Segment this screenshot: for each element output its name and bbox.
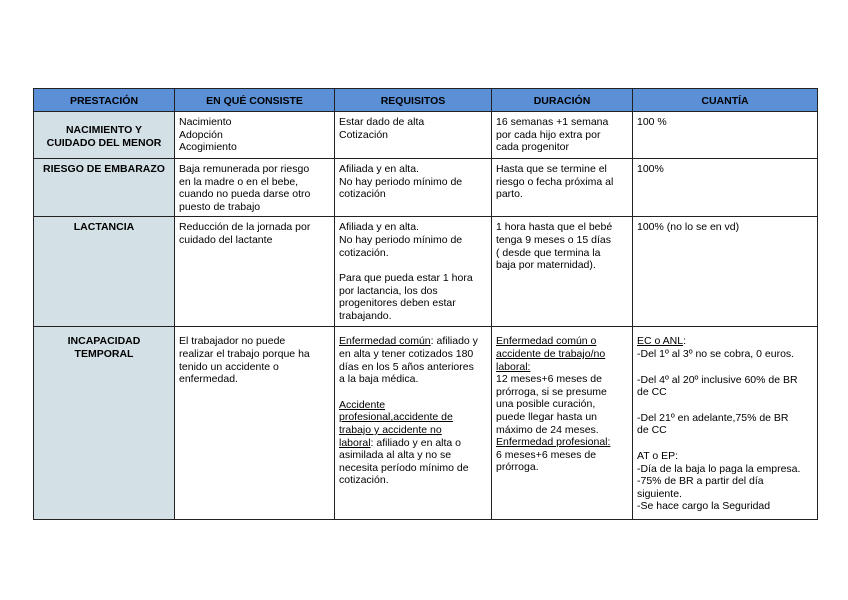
- text-line: necesita período mínimo de: [339, 461, 469, 474]
- text-line: en la madre o en el bebe,: [179, 175, 299, 188]
- text-line: baja por maternidad).: [496, 259, 596, 272]
- text-line: cuidado del lactante: [179, 233, 273, 246]
- text-line: parto.: [496, 188, 523, 201]
- text-line: tenido un accidente o: [179, 360, 279, 373]
- underlined-label: Enfermedad común: [339, 335, 431, 348]
- text-fragment: :: [683, 335, 687, 348]
- underlined-label: Accidente: [339, 398, 386, 411]
- text-line: El trabajador no puede: [179, 335, 286, 348]
- text-line: Afiliada y en alta.: [339, 163, 419, 175]
- underlined-label: profesional,accidente de: [339, 411, 453, 424]
- text-line: Cotización: [339, 128, 389, 141]
- benefit-line: CUIDADO DEL MENOR: [46, 136, 162, 149]
- header-cuantia: CUANTÍA: [633, 89, 818, 112]
- text-line: 100 %: [637, 116, 667, 128]
- text-line: No hay periodo mínimo de: [339, 233, 463, 246]
- duration-cell: [492, 327, 633, 520]
- text-line: tenga 9 meses o 15 días: [496, 233, 611, 246]
- amount-cell: [633, 327, 818, 520]
- consists-cell: [175, 217, 335, 327]
- header-duracion: DURACIÓN: [492, 89, 633, 112]
- table-row: [34, 327, 818, 520]
- consists-cell: [175, 112, 335, 159]
- benefit-cell: [34, 327, 175, 520]
- text-line: por lactancia, los dos: [339, 284, 438, 297]
- text-line: Para que pueda estar 1 hora: [339, 272, 473, 285]
- text-line: 100% (no lo se en vd): [637, 221, 740, 234]
- text-line: en alta y tener cotizados 180: [339, 347, 474, 360]
- text-line: riesgo o fecha próxima al: [496, 175, 614, 188]
- text-line: Estar dado de alta: [339, 116, 425, 128]
- text-line: cotización.: [339, 246, 389, 259]
- text-line: Hasta que se termine el: [496, 163, 607, 175]
- text-line: de CC: [637, 424, 667, 437]
- requirements-cell: [335, 217, 492, 327]
- text-line: Afiliada y en alta.: [339, 221, 419, 234]
- duration-cell: [492, 159, 633, 217]
- text-line: Nacimiento: [179, 116, 232, 128]
- text-line: Reducción de la jornada por: [179, 221, 311, 234]
- text-line: 16 semanas +1 semana: [496, 116, 609, 128]
- text-line: una posible curación,: [496, 398, 596, 411]
- text-line: de CC: [637, 386, 667, 399]
- text-fragment: : afiliado y: [430, 335, 478, 348]
- underlined-label: EC o ANL: [637, 335, 684, 348]
- text-fragment: : afiliado y en alta o: [370, 436, 462, 449]
- text-line: Adopción: [179, 128, 223, 141]
- text-line: -Del 1º al 3º no se cobra, 0 euros.: [637, 347, 795, 360]
- requirements-cell: [335, 159, 492, 217]
- text-line: puede llegar hasta un: [496, 410, 597, 423]
- text-line: Acogimiento: [179, 141, 237, 154]
- benefit-line: NACIMIENTO Y: [65, 124, 143, 136]
- consists-cell: [175, 159, 335, 217]
- underlined-label: trabajo y accidente no: [339, 423, 442, 436]
- amount-cell: [633, 112, 818, 159]
- requirements-cell: [335, 112, 492, 159]
- amount-cell: [633, 217, 818, 327]
- text-line: cada progenitor: [496, 141, 569, 154]
- underlined-label: laboral:: [496, 360, 531, 373]
- text-line: asimilada al alta y no se: [339, 449, 452, 462]
- text-line: Baja remunerada por riesgo: [179, 163, 310, 175]
- text-line: puesto de trabajo: [179, 200, 261, 213]
- header-prestacion: PRESTACIÓN: [34, 89, 175, 112]
- benefit-line: INCAPACIDAD: [67, 335, 141, 348]
- consists-cell: [175, 327, 335, 520]
- text-line: prórroga, si se presume: [496, 385, 607, 398]
- text-line: cuando no pueda darse otro: [179, 188, 311, 201]
- table-row: [34, 217, 818, 327]
- text-line: -Del 4º al 20º inclusive 60% de BR: [637, 373, 798, 386]
- benefit-cell: LACTANCIA: [34, 217, 175, 327]
- header-row: [34, 89, 818, 112]
- benefit-cell: RIESGO DE EMBARAZO: [34, 159, 175, 217]
- text-line: siguiente.: [637, 487, 682, 500]
- text-line: AT o EP:: [637, 449, 679, 462]
- text-line: ( desde que termina la: [496, 246, 601, 259]
- underlined-label: Enfermedad profesional:: [496, 436, 611, 449]
- text-line: 1 hora hasta que el bebé: [496, 221, 613, 234]
- requirements-cell: [335, 327, 492, 520]
- benefit-line: TEMPORAL: [74, 347, 134, 360]
- text-line: -Se hace cargo la Seguridad: [637, 500, 771, 513]
- text-line: días en los 5 años anteriores: [339, 360, 474, 373]
- amount-cell: [633, 159, 818, 217]
- text-line: cotización: [339, 188, 386, 201]
- text-line: progenitores deben estar: [339, 297, 456, 310]
- text-line: trabajando.: [339, 309, 392, 322]
- text-line: 100%: [637, 163, 664, 175]
- header-en-que-consiste: EN QUÉ CONSISTE: [175, 89, 335, 112]
- text-line: prórroga.: [496, 461, 539, 474]
- benefit-cell: [34, 112, 175, 159]
- underlined-label: laboral: [339, 436, 371, 449]
- text-line: -75% de BR a partir del día: [637, 475, 764, 488]
- text-line: -Día de la baja lo paga la empresa.: [637, 462, 801, 475]
- duration-cell: [492, 112, 633, 159]
- text-line: 6 meses+6 meses de: [496, 448, 597, 461]
- text-line: cotización.: [339, 474, 389, 487]
- underlined-label: Enfermedad común o: [496, 335, 597, 348]
- text-line: enfermedad.: [179, 373, 238, 386]
- header-requisitos: REQUISITOS: [335, 89, 492, 112]
- table-row: [34, 159, 818, 217]
- text-line: -Del 21º en adelante,75% de BR: [637, 411, 789, 424]
- text-line: a la baja médica.: [339, 373, 419, 386]
- table-row: [34, 112, 818, 159]
- text-line: No hay periodo mínimo de: [339, 175, 463, 188]
- benefits-table: [33, 88, 818, 520]
- text-line: por cada hijo extra por: [496, 128, 601, 141]
- duration-cell: [492, 217, 633, 327]
- text-line: realizar el trabajo porque ha: [179, 347, 310, 360]
- text-line: 12 meses+6 meses de: [496, 373, 602, 386]
- text-line: máximo de 24 meses.: [496, 423, 599, 436]
- underlined-label: accidente de trabajo/no: [496, 347, 606, 360]
